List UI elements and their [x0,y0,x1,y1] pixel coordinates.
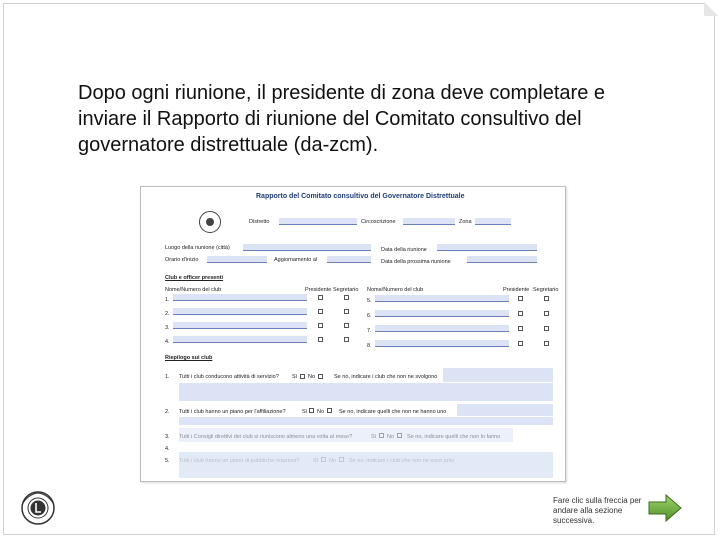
col-nome-left: Nome/Numero del club [165,287,222,293]
checkbox-segretario[interactable] [544,326,549,331]
checkbox-presidente[interactable] [518,341,523,346]
col-presidente-right: Presidente [503,287,530,293]
slide-body-text: Dopo ogni riunione, il presidente di zona deve completare e inviare il Rapporto di riunione del Comitato consultivo del governatore distrettuale (da-zcm). [78,82,606,156]
checkbox-segretario[interactable] [344,337,349,342]
label-circoscrizione: Circoscrizione [361,219,396,225]
lions-logo-icon [20,490,56,526]
checkbox-segretario[interactable] [544,341,549,346]
checkbox-presidente[interactable] [518,296,523,301]
question-num: 1. [165,374,170,380]
field-data-prossima[interactable] [467,256,537,263]
answer-field[interactable] [179,428,513,442]
club-field[interactable] [173,336,307,343]
checkbox-si[interactable] [300,374,305,379]
report-form-image [140,186,566,482]
section-club-officer: Club e officer presenti [165,275,224,281]
club-field[interactable] [375,325,509,332]
question-num: 2. [165,409,170,415]
row-num: 8. [367,343,372,349]
question-2-tail: Se no, indicare quelli che non ne hanno uno [339,409,447,415]
lions-logo-icon [199,211,221,233]
club-field[interactable] [173,308,307,315]
field-luogo[interactable] [243,244,371,251]
label-data-prossima: Data della prossima riunione [381,259,451,265]
checkbox-segretario[interactable] [344,323,349,328]
question-2: Tutti i club hanno un piano per l'affiliazione? [179,409,286,415]
row-num: 6. [367,313,372,319]
checkbox-segretario[interactable] [544,311,549,316]
label-distretto: Distretto [249,219,270,225]
question-num: 4. [165,446,170,452]
club-field[interactable] [375,295,509,302]
checkbox-segretario[interactable] [344,295,349,300]
no-label: No [317,409,325,415]
answer-field[interactable] [443,368,553,382]
field-zona[interactable] [475,218,511,225]
no-label: No [308,374,316,380]
checkbox-no[interactable] [327,408,332,413]
question-num: 3. [165,434,170,440]
label-data-riunione: Data della riunione [381,247,427,253]
checkbox-no[interactable] [318,374,323,379]
checkbox-presidente[interactable] [518,311,523,316]
checkbox-presidente[interactable] [318,309,323,314]
checkbox-presidente[interactable] [318,323,323,328]
checkbox-presidente[interactable] [318,337,323,342]
answer-field[interactable] [179,383,553,401]
label-luogo: Luogo della riunione (città) [165,245,230,251]
row-num: 7. [367,328,372,334]
question-num: 5. [165,458,170,464]
row-num: 4. [165,339,170,345]
question-1: Tutti i club conducono attività di servizio? [179,374,279,380]
club-field[interactable] [375,340,509,347]
arrow-right-icon[interactable] [648,494,682,522]
row-num: 2. [165,311,170,317]
checkbox-segretario[interactable] [344,309,349,314]
checkbox-presidente[interactable] [518,326,523,331]
section-riepilogo: Riepilogo sui club [165,355,213,361]
col-segretario-right: Segretario [533,287,559,293]
label-zona: Zona [459,219,472,225]
si-label: Sì [302,409,308,415]
field-distretto[interactable] [279,218,357,225]
answer-field[interactable] [457,404,553,416]
row-num: 3. [165,325,170,331]
page-corner-fold [704,2,718,16]
col-segretario-left: Segretario [333,287,359,293]
field-aggiornamento[interactable] [327,256,371,263]
checkbox-presidente[interactable] [318,295,323,300]
field-circoscrizione[interactable] [403,218,455,225]
club-field[interactable] [375,310,509,317]
form-title: Rapporto del Comitato consultivo del Governatore Distrettuale [256,193,465,200]
col-presidente-left: Presidente [305,287,332,293]
field-data-riunione[interactable] [437,244,537,251]
label-aggiornamento: Aggiornamento al [274,257,318,263]
question-1-tail: Se no, indicare i club che non ne svolgono [334,374,438,380]
col-nome-right: Nome/Numero del club [367,287,424,293]
row-num: 1. [165,297,170,303]
checkbox-si[interactable] [309,408,314,413]
row-num: 5. [367,298,372,304]
si-label: Sì [292,374,298,380]
answer-field[interactable] [179,452,553,478]
label-orario: Orario d'inizio [165,257,199,263]
nav-instruction-text: Fare clic sulla freccia per andare alla sezione successiva. [553,496,642,525]
answer-field[interactable] [179,417,553,425]
checkbox-segretario[interactable] [544,296,549,301]
club-field[interactable] [173,294,307,301]
club-field[interactable] [173,322,307,329]
field-orario[interactable] [207,256,267,263]
